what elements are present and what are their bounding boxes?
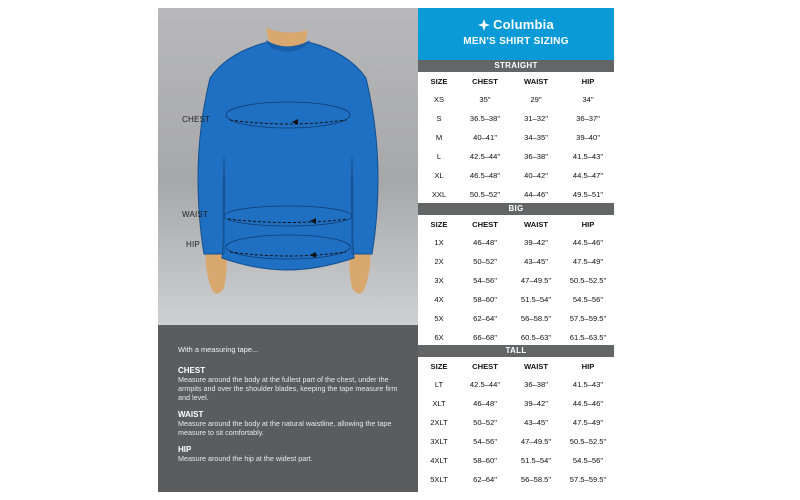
table-cell: 42.5–44": [469, 380, 501, 389]
table-cell: 51.5–54": [520, 295, 552, 304]
table-row: [418, 128, 614, 147]
table-cell: 35": [479, 95, 491, 104]
table-cell: 61.5–63.5": [569, 333, 607, 342]
table-cell: 36–37": [576, 114, 600, 123]
table-cell: 6X: [434, 333, 444, 342]
table-cell: 50.5–52.5": [569, 437, 607, 446]
column-header: HIP: [581, 219, 595, 229]
table-cell: 57.5–59.5": [569, 314, 607, 323]
table-cell: 34": [582, 95, 594, 104]
table-cell: 5X: [434, 314, 444, 323]
table-cell: 66–68": [473, 333, 497, 342]
table-cell: XL: [434, 171, 444, 180]
size-chart: [418, 8, 614, 492]
table-cell: 46.5–48": [469, 171, 501, 180]
table-cell: 39–42": [524, 399, 548, 408]
hip-label: HIP: [186, 240, 200, 249]
table-cell: LT: [434, 380, 444, 389]
table-cell: 57.5–59.5": [569, 475, 607, 484]
table-header-row: [418, 215, 614, 233]
shirt-body: [198, 42, 378, 270]
table-cell: 50.5–52": [469, 190, 501, 199]
instruction-body: Measure around the body at the fullest part of the chest, under the armpits and over the shoulder blades, keeping the tape measure firm and level.: [178, 375, 398, 402]
table-cell: 51.5–54": [520, 456, 552, 465]
table-cell: 36–38": [524, 380, 548, 389]
shirt-figure: [158, 8, 418, 325]
table-cell: 54.5–56": [572, 295, 604, 304]
table-cell: 58–60": [473, 456, 497, 465]
table-cell: 31–32": [524, 114, 548, 123]
table-cell: 40–42": [524, 171, 548, 180]
table-cell: 56–58.5": [520, 475, 552, 484]
column-header: WAIST: [523, 219, 549, 229]
table-row: [418, 271, 614, 290]
instruction-body: Measure around the hip at the widest part.: [178, 454, 313, 463]
chart-title: MEN'S SHIRT SIZING: [463, 36, 569, 47]
table-row: [418, 309, 614, 328]
table-row: [418, 233, 614, 252]
tall-table: [418, 357, 614, 489]
table-cell: XLT: [432, 399, 446, 408]
table-row: [418, 375, 614, 394]
table-cell: 47.5–49": [572, 418, 604, 427]
instruction-title: WAIST: [178, 410, 204, 419]
column-header: SIZE: [430, 219, 448, 229]
table-cell: 36–38": [524, 152, 548, 161]
table-cell: 40–41": [473, 133, 497, 142]
table-cell: 43–45": [524, 257, 548, 266]
brand-name: Columbia: [493, 17, 554, 32]
table-row: [418, 451, 614, 470]
table-cell: 47–49.5": [520, 437, 552, 446]
waist-label: WAIST: [182, 210, 209, 219]
instructions-intro: With a measuring tape...: [178, 345, 259, 354]
column-header: WAIST: [523, 76, 549, 86]
brand-header: [418, 8, 614, 60]
instruction-chest: [178, 366, 398, 402]
table-cell: 54–56": [473, 437, 497, 446]
instruction-hip: [178, 445, 398, 463]
straight-section: [418, 60, 614, 204]
column-header: HIP: [581, 361, 595, 371]
table-row: [418, 394, 614, 413]
table-cell: 39–42": [524, 238, 548, 247]
instruction-title: CHEST: [178, 366, 206, 375]
table-cell: 62–64": [473, 314, 497, 323]
section-title: TALL: [418, 345, 614, 357]
table-cell: 46–48": [473, 238, 497, 247]
table-row: [418, 166, 614, 185]
column-header: HIP: [581, 76, 595, 86]
table-row: [418, 470, 614, 489]
measuring-instructions: [158, 325, 418, 492]
table-cell: L: [436, 152, 442, 161]
table-cell: 2X: [434, 257, 444, 266]
table-row: [418, 147, 614, 166]
table-cell: 54.5–56": [572, 456, 604, 465]
chest-label: CHEST: [182, 115, 211, 124]
shirt-illustration-panel: [158, 8, 418, 325]
table-cell: 50–52": [473, 418, 497, 427]
column-header: CHEST: [472, 361, 498, 371]
table-cell: 56–58.5": [520, 314, 552, 323]
table-cell: 1X: [434, 238, 444, 247]
table-cell: 54–56": [473, 276, 497, 285]
big-table: [418, 215, 614, 347]
table-cell: 50.5–52.5": [569, 276, 607, 285]
table-cell: 3X: [434, 276, 444, 285]
table-cell: 44.5–46": [572, 399, 604, 408]
section-title: STRAIGHT: [418, 60, 614, 72]
table-cell: 41.5–43": [572, 152, 604, 161]
table-row: [418, 432, 614, 451]
table-cell: 43–45": [524, 418, 548, 427]
table-cell: 39–40": [576, 133, 600, 142]
table-cell: 58–60": [473, 295, 497, 304]
column-header: SIZE: [430, 76, 448, 86]
column-header: CHEST: [472, 219, 498, 229]
column-header: WAIST: [523, 361, 549, 371]
big-section: [418, 203, 614, 347]
table-cell: S: [436, 114, 442, 123]
table-cell: 46–48": [473, 399, 497, 408]
table-header-row: [418, 72, 614, 90]
table-cell: 4X: [434, 295, 444, 304]
brand-logo: [418, 17, 614, 32]
table-cell: 49.5–51": [572, 190, 604, 199]
table-cell: 29": [530, 95, 542, 104]
table-row: [418, 252, 614, 271]
table-row: [418, 290, 614, 309]
table-cell: 47.5–49": [572, 257, 604, 266]
table-cell: 3XLT: [430, 437, 448, 446]
table-cell: 34–35": [524, 133, 548, 142]
column-header: CHEST: [472, 76, 498, 86]
table-cell: 62–64": [473, 475, 497, 484]
column-header: SIZE: [430, 361, 448, 371]
instruction-body: Measure around the body at the natural waistline, allowing the tape measure to sit comfortably.: [178, 419, 392, 437]
tall-section: [418, 345, 614, 489]
table-cell: 44.5–47": [572, 171, 604, 180]
table-cell: 50–52": [473, 257, 497, 266]
table-cell: 47–49.5": [520, 276, 552, 285]
table-row: [418, 413, 614, 432]
table-cell: 42.5–44": [469, 152, 501, 161]
table-row: [418, 185, 614, 204]
table-cell: 2XLT: [430, 418, 448, 427]
table-cell: 44–46": [524, 190, 548, 199]
straight-table: [418, 72, 614, 204]
instruction-title: HIP: [178, 445, 192, 454]
table-header-row: [418, 357, 614, 375]
table-cell: XS: [433, 95, 445, 104]
table-cell: XXL: [431, 190, 447, 199]
table-cell: 60.5–63": [520, 333, 552, 342]
table-cell: 36.5–38": [469, 114, 501, 123]
table-cell: 4XLT: [430, 456, 448, 465]
table-cell: 41.5–43": [572, 380, 604, 389]
instruction-waist: [178, 410, 398, 437]
table-cell: 5XLT: [430, 475, 448, 484]
table-row: [418, 90, 614, 109]
table-cell: 44.5–46": [572, 238, 604, 247]
table-row: [418, 109, 614, 128]
section-title: BIG: [418, 203, 614, 215]
table-cell: M: [435, 133, 443, 142]
columbia-diamond-icon: [478, 19, 490, 31]
